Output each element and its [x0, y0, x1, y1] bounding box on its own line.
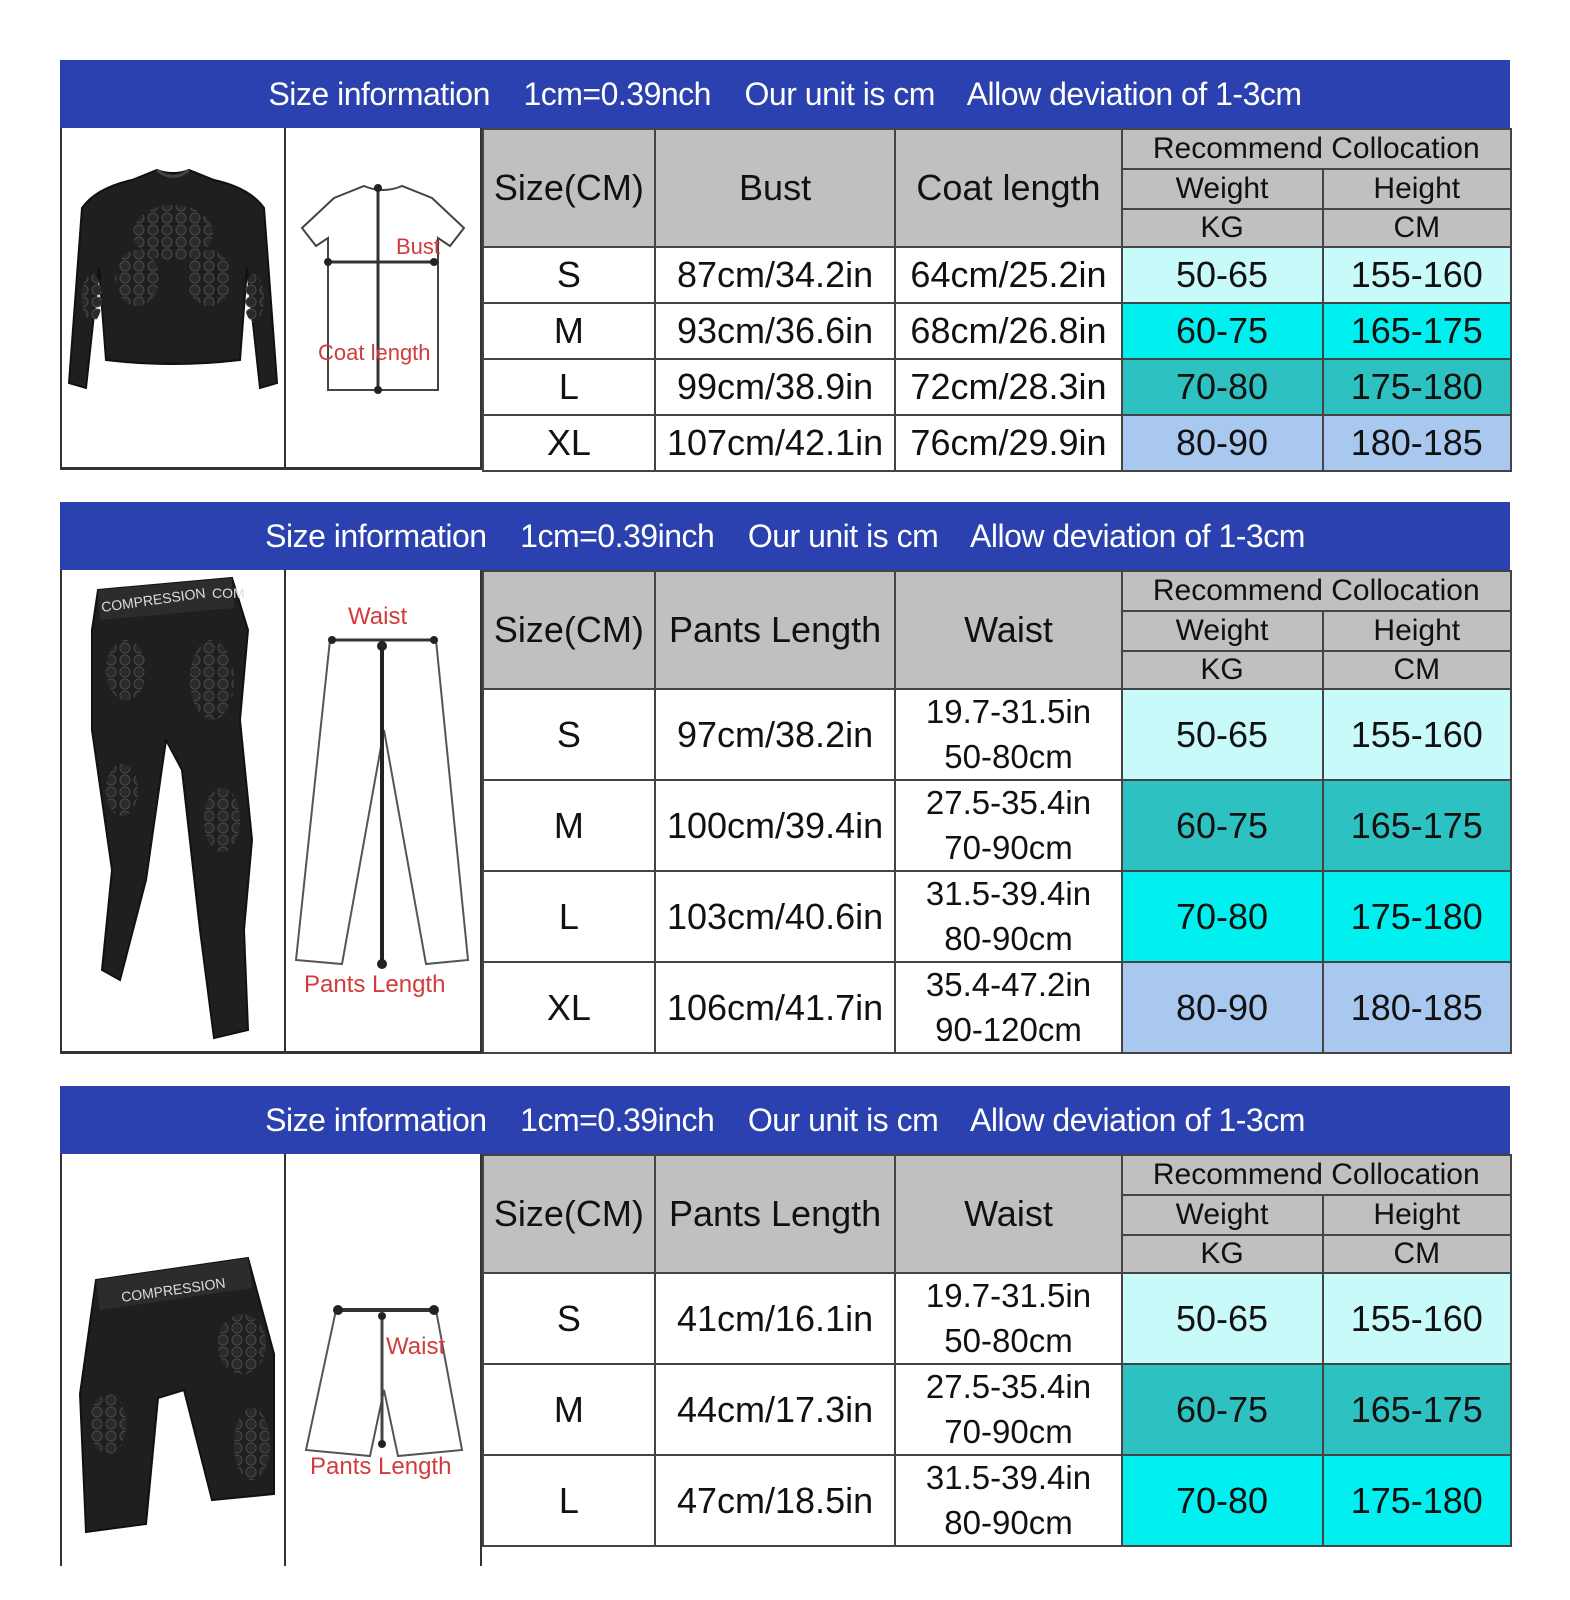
cell-coat-length: 68cm/26.8in — [895, 303, 1121, 359]
cell-pants-length: 106cm/41.7in — [655, 962, 896, 1053]
cell-height: 165-175 — [1323, 303, 1511, 359]
waist-inch: 19.7-31.5in — [925, 693, 1092, 730]
cell-pants-length: 41cm/16.1in — [655, 1273, 896, 1364]
size-info-banner: Size information 1cm=0.39inch Our unit is cm Allow deviation of 1-3cm — [60, 1086, 1510, 1154]
diagram-label-pants-length: Pants Length — [304, 971, 446, 998]
cell-waist — [895, 1455, 1121, 1546]
diagram-label-coat-length: Coat length — [318, 340, 431, 365]
cell-size: M — [483, 303, 655, 359]
header-recommend: Recommend Collocation — [1122, 571, 1511, 611]
waist-cm: 70-90cm — [944, 1412, 1073, 1450]
cell-weight: 60-75 — [1122, 303, 1323, 359]
header-size: Size(CM) — [483, 1155, 655, 1273]
header-waist: Waist — [895, 1155, 1121, 1273]
cell-height: 180-185 — [1323, 962, 1511, 1053]
cell-height: 175-180 — [1323, 359, 1511, 415]
waist-inch: 31.5-39.4in — [925, 875, 1092, 913]
cell-waist — [895, 1273, 1121, 1364]
long-sleeve-shirt-icon — [62, 128, 284, 467]
cell-height: 165-175 — [1323, 780, 1511, 871]
cell-weight: 50-65 — [1122, 1273, 1323, 1364]
waist-inch: 31.5-39.4in — [925, 1459, 1092, 1497]
size-table — [482, 1154, 1512, 1547]
size-table — [482, 128, 1512, 472]
size-info-banner: Size information 1cm=0.39inch Our unit is cm Allow deviation of 1-3cm — [60, 502, 1510, 570]
table-row — [483, 1455, 1511, 1546]
cell-height: 175-180 — [1323, 871, 1511, 962]
header-cm: CM — [1323, 1235, 1511, 1273]
header-kg: KG — [1122, 651, 1323, 689]
cell-size: S — [483, 247, 655, 303]
product-photo-box — [62, 570, 286, 1051]
cell-waist — [895, 962, 1121, 1053]
header-size: Size(CM) — [483, 571, 655, 689]
cell-pants-length: 47cm/18.5in — [655, 1455, 896, 1546]
cell-waist — [895, 780, 1121, 871]
cell-coat-length: 64cm/25.2in — [895, 247, 1121, 303]
header-weight: Weight — [1122, 611, 1323, 651]
diagram-label-bust: Bust — [396, 234, 441, 259]
cell-size: M — [483, 1364, 655, 1455]
waist-cm: 70-90cm — [944, 828, 1073, 866]
cell-weight: 50-65 — [1122, 689, 1323, 780]
size-table — [482, 570, 1512, 1054]
waist-inch: 19.7-31.5in — [925, 1277, 1092, 1314]
cell-size: L — [483, 1455, 655, 1546]
cell-size: XL — [483, 962, 655, 1053]
header-weight: Weight — [1122, 169, 1323, 209]
table-row — [483, 1364, 1511, 1455]
cell-coat-length: 76cm/29.9in — [895, 415, 1121, 471]
cell-waist — [895, 871, 1121, 962]
shorts-measure-diagram — [286, 1154, 480, 1564]
pants-size-panel — [60, 502, 1510, 1054]
header-kg: KG — [1122, 209, 1323, 247]
measure-diagram-box — [286, 1154, 482, 1566]
cell-size: XL — [483, 415, 655, 471]
cell-size: S — [483, 689, 655, 780]
cell-coat-length: 72cm/28.3in — [895, 359, 1121, 415]
header-pants-length: Pants Length — [655, 1155, 896, 1273]
cell-bust: 107cm/42.1in — [655, 415, 896, 471]
waist-cm: 90-120cm — [935, 1010, 1082, 1048]
diagram-label-waist: Waist — [348, 603, 408, 630]
header-cm: CM — [1323, 209, 1511, 247]
header-pants-length: Pants Length — [655, 571, 896, 689]
header-kg: KG — [1122, 1235, 1323, 1273]
table-row — [483, 689, 1511, 780]
table-row — [483, 303, 1511, 359]
cell-height: 155-160 — [1323, 1273, 1511, 1364]
cell-waist — [895, 1364, 1121, 1455]
cell-height: 180-185 — [1323, 415, 1511, 471]
compression-pants-icon — [62, 570, 284, 1051]
size-panel-body — [60, 1154, 1510, 1566]
waistband-text: COMPRESSION — [100, 584, 207, 615]
cell-bust: 87cm/34.2in — [655, 247, 896, 303]
header-bust: Bust — [655, 129, 896, 247]
cell-weight: 50-65 — [1122, 247, 1323, 303]
waist-cm: 80-90cm — [944, 919, 1073, 957]
header-coat-length: Coat length — [895, 129, 1121, 247]
header-height: Height — [1323, 611, 1511, 651]
cell-bust: 93cm/36.6in — [655, 303, 896, 359]
diagram-label-waist: Waist — [386, 1333, 446, 1360]
header-recommend: Recommend Collocation — [1122, 1155, 1511, 1195]
product-photo-box — [62, 1154, 286, 1566]
cell-height: 155-160 — [1323, 689, 1511, 780]
cell-height: 165-175 — [1323, 1364, 1511, 1455]
header-recommend: Recommend Collocation — [1122, 129, 1511, 169]
cell-pants-length: 97cm/38.2in — [655, 689, 896, 780]
waist-cm: 50-80cm — [944, 1321, 1073, 1359]
diagram-label-pants-length: Pants Length — [310, 1453, 452, 1480]
shorts-size-panel — [60, 1086, 1510, 1566]
table-row — [483, 247, 1511, 303]
table-row — [483, 1273, 1511, 1364]
header-weight: Weight — [1122, 1195, 1323, 1235]
cell-weight: 60-75 — [1122, 1364, 1323, 1455]
waistband-text: COMPRESSION — [120, 1274, 227, 1305]
cell-size: L — [483, 871, 655, 962]
cell-size: S — [483, 1273, 655, 1364]
product-photo-box — [62, 128, 286, 467]
cell-size: L — [483, 359, 655, 415]
waist-inch: 27.5-35.4in — [925, 784, 1092, 822]
waist-cm: 80-90cm — [944, 1503, 1073, 1541]
header-waist: Waist — [895, 571, 1121, 689]
header-height: Height — [1323, 169, 1511, 209]
size-panel-body — [60, 570, 1510, 1054]
waistband-text-2: COM — [212, 585, 245, 601]
cell-weight: 80-90 — [1122, 962, 1323, 1053]
cell-bust: 99cm/38.9in — [655, 359, 896, 415]
table-row — [483, 871, 1511, 962]
cell-weight: 70-80 — [1122, 1455, 1323, 1546]
header-size: Size(CM) — [483, 129, 655, 247]
pants-measure-diagram — [286, 570, 480, 1051]
waist-cm: 50-80cm — [944, 737, 1073, 775]
cell-weight: 80-90 — [1122, 415, 1323, 471]
size-info-banner: Size information 1cm=0.39nch Our unit is cm Allow deviation of 1-3cm — [60, 60, 1510, 128]
cell-pants-length: 103cm/40.6in — [655, 871, 896, 962]
cell-pants-length: 100cm/39.4in — [655, 780, 896, 871]
measure-diagram-box — [286, 128, 482, 467]
cell-waist — [895, 689, 1121, 780]
cell-size: M — [483, 780, 655, 871]
header-height: Height — [1323, 1195, 1511, 1235]
cell-weight: 70-80 — [1122, 871, 1323, 962]
cell-weight: 60-75 — [1122, 780, 1323, 871]
waist-inch: 35.4-47.2in — [925, 966, 1092, 1004]
table-row — [483, 962, 1511, 1053]
size-panel-body — [60, 128, 1510, 470]
measure-diagram-box — [286, 570, 482, 1051]
table-row — [483, 780, 1511, 871]
compression-shorts-icon — [62, 1154, 284, 1564]
waist-inch: 27.5-35.4in — [925, 1368, 1092, 1406]
shirt-measure-diagram — [286, 128, 480, 467]
table-row — [483, 415, 1511, 471]
cell-weight: 70-80 — [1122, 359, 1323, 415]
cell-height: 175-180 — [1323, 1455, 1511, 1546]
table-row — [483, 359, 1511, 415]
cell-pants-length: 44cm/17.3in — [655, 1364, 896, 1455]
shirt-size-panel — [60, 60, 1510, 470]
header-cm: CM — [1323, 651, 1511, 689]
cell-height: 155-160 — [1323, 247, 1511, 303]
